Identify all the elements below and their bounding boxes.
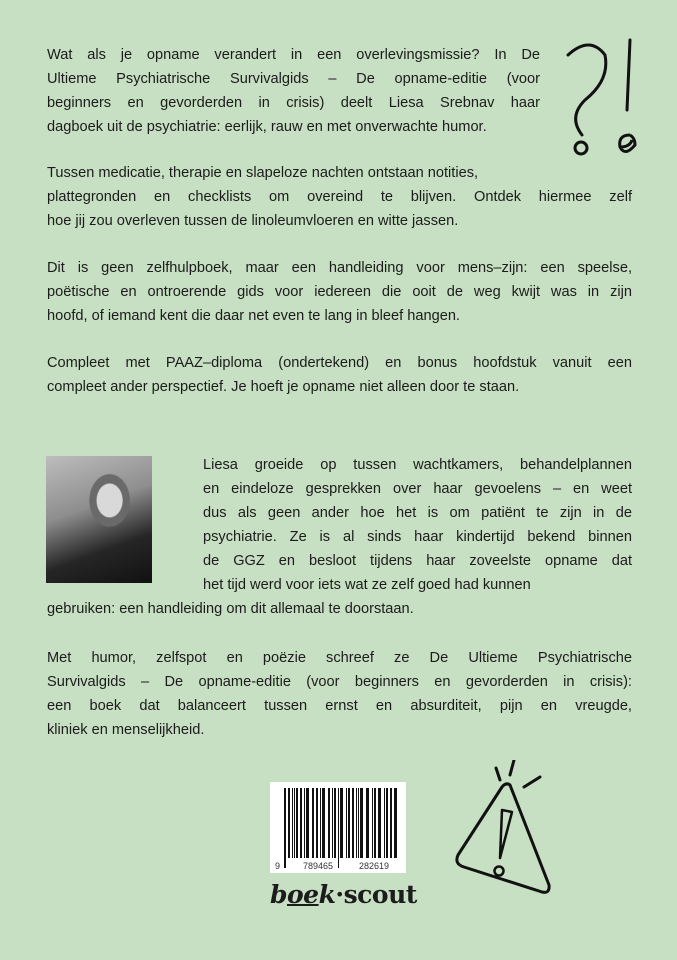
text-line: hoe jij zou overleven tussen de linoleumvloeren en witte jassen. <box>47 213 459 229</box>
barcode-bar <box>334 788 336 858</box>
barcode-bar <box>386 788 388 858</box>
barcode-bar <box>390 788 392 858</box>
barcode-bar <box>394 788 397 858</box>
author-bio <box>203 453 632 597</box>
barcode-bar <box>360 788 363 858</box>
barcode-bar <box>312 788 314 858</box>
barcode-bar <box>378 788 381 858</box>
text-line: hoofd, of iemand kent die daar net even te lang in bleef hangen. <box>47 308 460 324</box>
barcode-bar <box>322 788 325 858</box>
text-line: het tijd werd voor iets wat ze zelf goed had kunnen <box>203 577 531 593</box>
isbn-barcode: 9 789465 282619 <box>270 782 406 873</box>
text-line: Wat als je opname verandert in een overlevingsmissie? In De <box>47 47 540 63</box>
paragraph-diploma <box>47 351 632 399</box>
intro-paragraph <box>47 43 540 139</box>
barcode-bar <box>374 788 376 858</box>
paragraph-summary <box>47 646 632 742</box>
barcode-bar <box>332 788 333 858</box>
barcode-bar <box>348 788 350 858</box>
text-line: Met humor, zelfspot en poëzie schreef ze De Ultieme Psychiatrische <box>47 650 632 666</box>
text-line: en eindeloze gesprekken over haar gevoelens – en weet <box>203 481 632 497</box>
text-line: Liesa groeide op tussen wachtkamers, behandelplannen <box>203 457 632 473</box>
text-line: een boek dat balanceert tussen ernst en absurditeit, pijn en vreugde, <box>47 698 632 714</box>
text-line: poëtische en ontroerende gids voor iedereen die ooit de weg kwijt was in zijn <box>47 284 632 300</box>
barcode-bar <box>304 788 305 858</box>
barcode-bar <box>356 788 357 858</box>
barcode-bar <box>346 788 347 858</box>
text-line: Tussen medicatie, therapie en slapeloze nachten ontstaan notities, <box>47 165 479 181</box>
barcode-bar <box>352 788 354 858</box>
barcode-bar <box>384 788 385 858</box>
barcode-bar <box>300 788 302 858</box>
text-line: Compleet met PAAZ–diploma (ondertekend) en bonus hoofdstuk vanuit een <box>47 355 632 371</box>
barcode-bar <box>340 788 343 858</box>
barcode-bar <box>358 788 359 858</box>
barcode-bar <box>284 788 286 868</box>
text-line: Dit is geen zelfhulpboek, maar een handleiding voor mens–zijn: een speelse, <box>47 260 632 276</box>
barcode-bar <box>316 788 318 858</box>
text-line: kliniek en menselijkheid. <box>47 722 205 738</box>
author-photo <box>46 456 152 583</box>
text-line: Survivalgids – De opname-editie (voor beginners en gevorderden in crisis): <box>47 674 632 690</box>
barcode-bar <box>338 788 339 868</box>
barcode-bar <box>296 788 298 858</box>
barcode-bar <box>288 788 290 858</box>
barcode-bar <box>366 788 369 858</box>
barcode-bar <box>292 788 293 858</box>
text-line: beginners en gevorderden in crisis) deelt Liesa Srebnav haar <box>47 95 540 111</box>
warning-triangle-icon <box>450 760 560 900</box>
barcode-bar <box>320 788 321 858</box>
author-bio-continued <box>47 597 632 621</box>
barcode-bar <box>372 788 373 858</box>
text-line: Ultieme Psychiatrische Survivalgids – De opname-editie (voor <box>47 71 540 87</box>
text-line: de GGZ en besloot tijdens haar zoveelste opname dat <box>203 553 632 569</box>
publisher-logo: boek·scout <box>270 880 417 909</box>
barcode-bar <box>328 788 330 858</box>
barcode-bar <box>294 788 295 858</box>
text-line: plattegronden en checklists om overeind te blijven. Ontdek hiermee zelf <box>47 189 632 205</box>
text-line: compleet ander perspectief. Je hoeft je opname niet alleen door te staan. <box>47 379 520 395</box>
text-line: psychiatrie. Ze is al sinds haar kindertijd bekend binnen <box>203 529 632 545</box>
question-exclamation-icon <box>560 35 645 160</box>
text-line: dus als geen ander hoe het is om patiënt te zijn in de <box>203 505 632 521</box>
text-line: gebruiken: een handleiding om dit allemaal te doorstaan. <box>47 601 414 617</box>
barcode-bar <box>306 788 309 858</box>
paragraph-guide <box>47 256 632 328</box>
text-line: dagboek uit de psychiatrie: eerlijk, rauw en met onverwachte humor. <box>47 119 487 135</box>
paragraph-notes <box>47 161 632 233</box>
